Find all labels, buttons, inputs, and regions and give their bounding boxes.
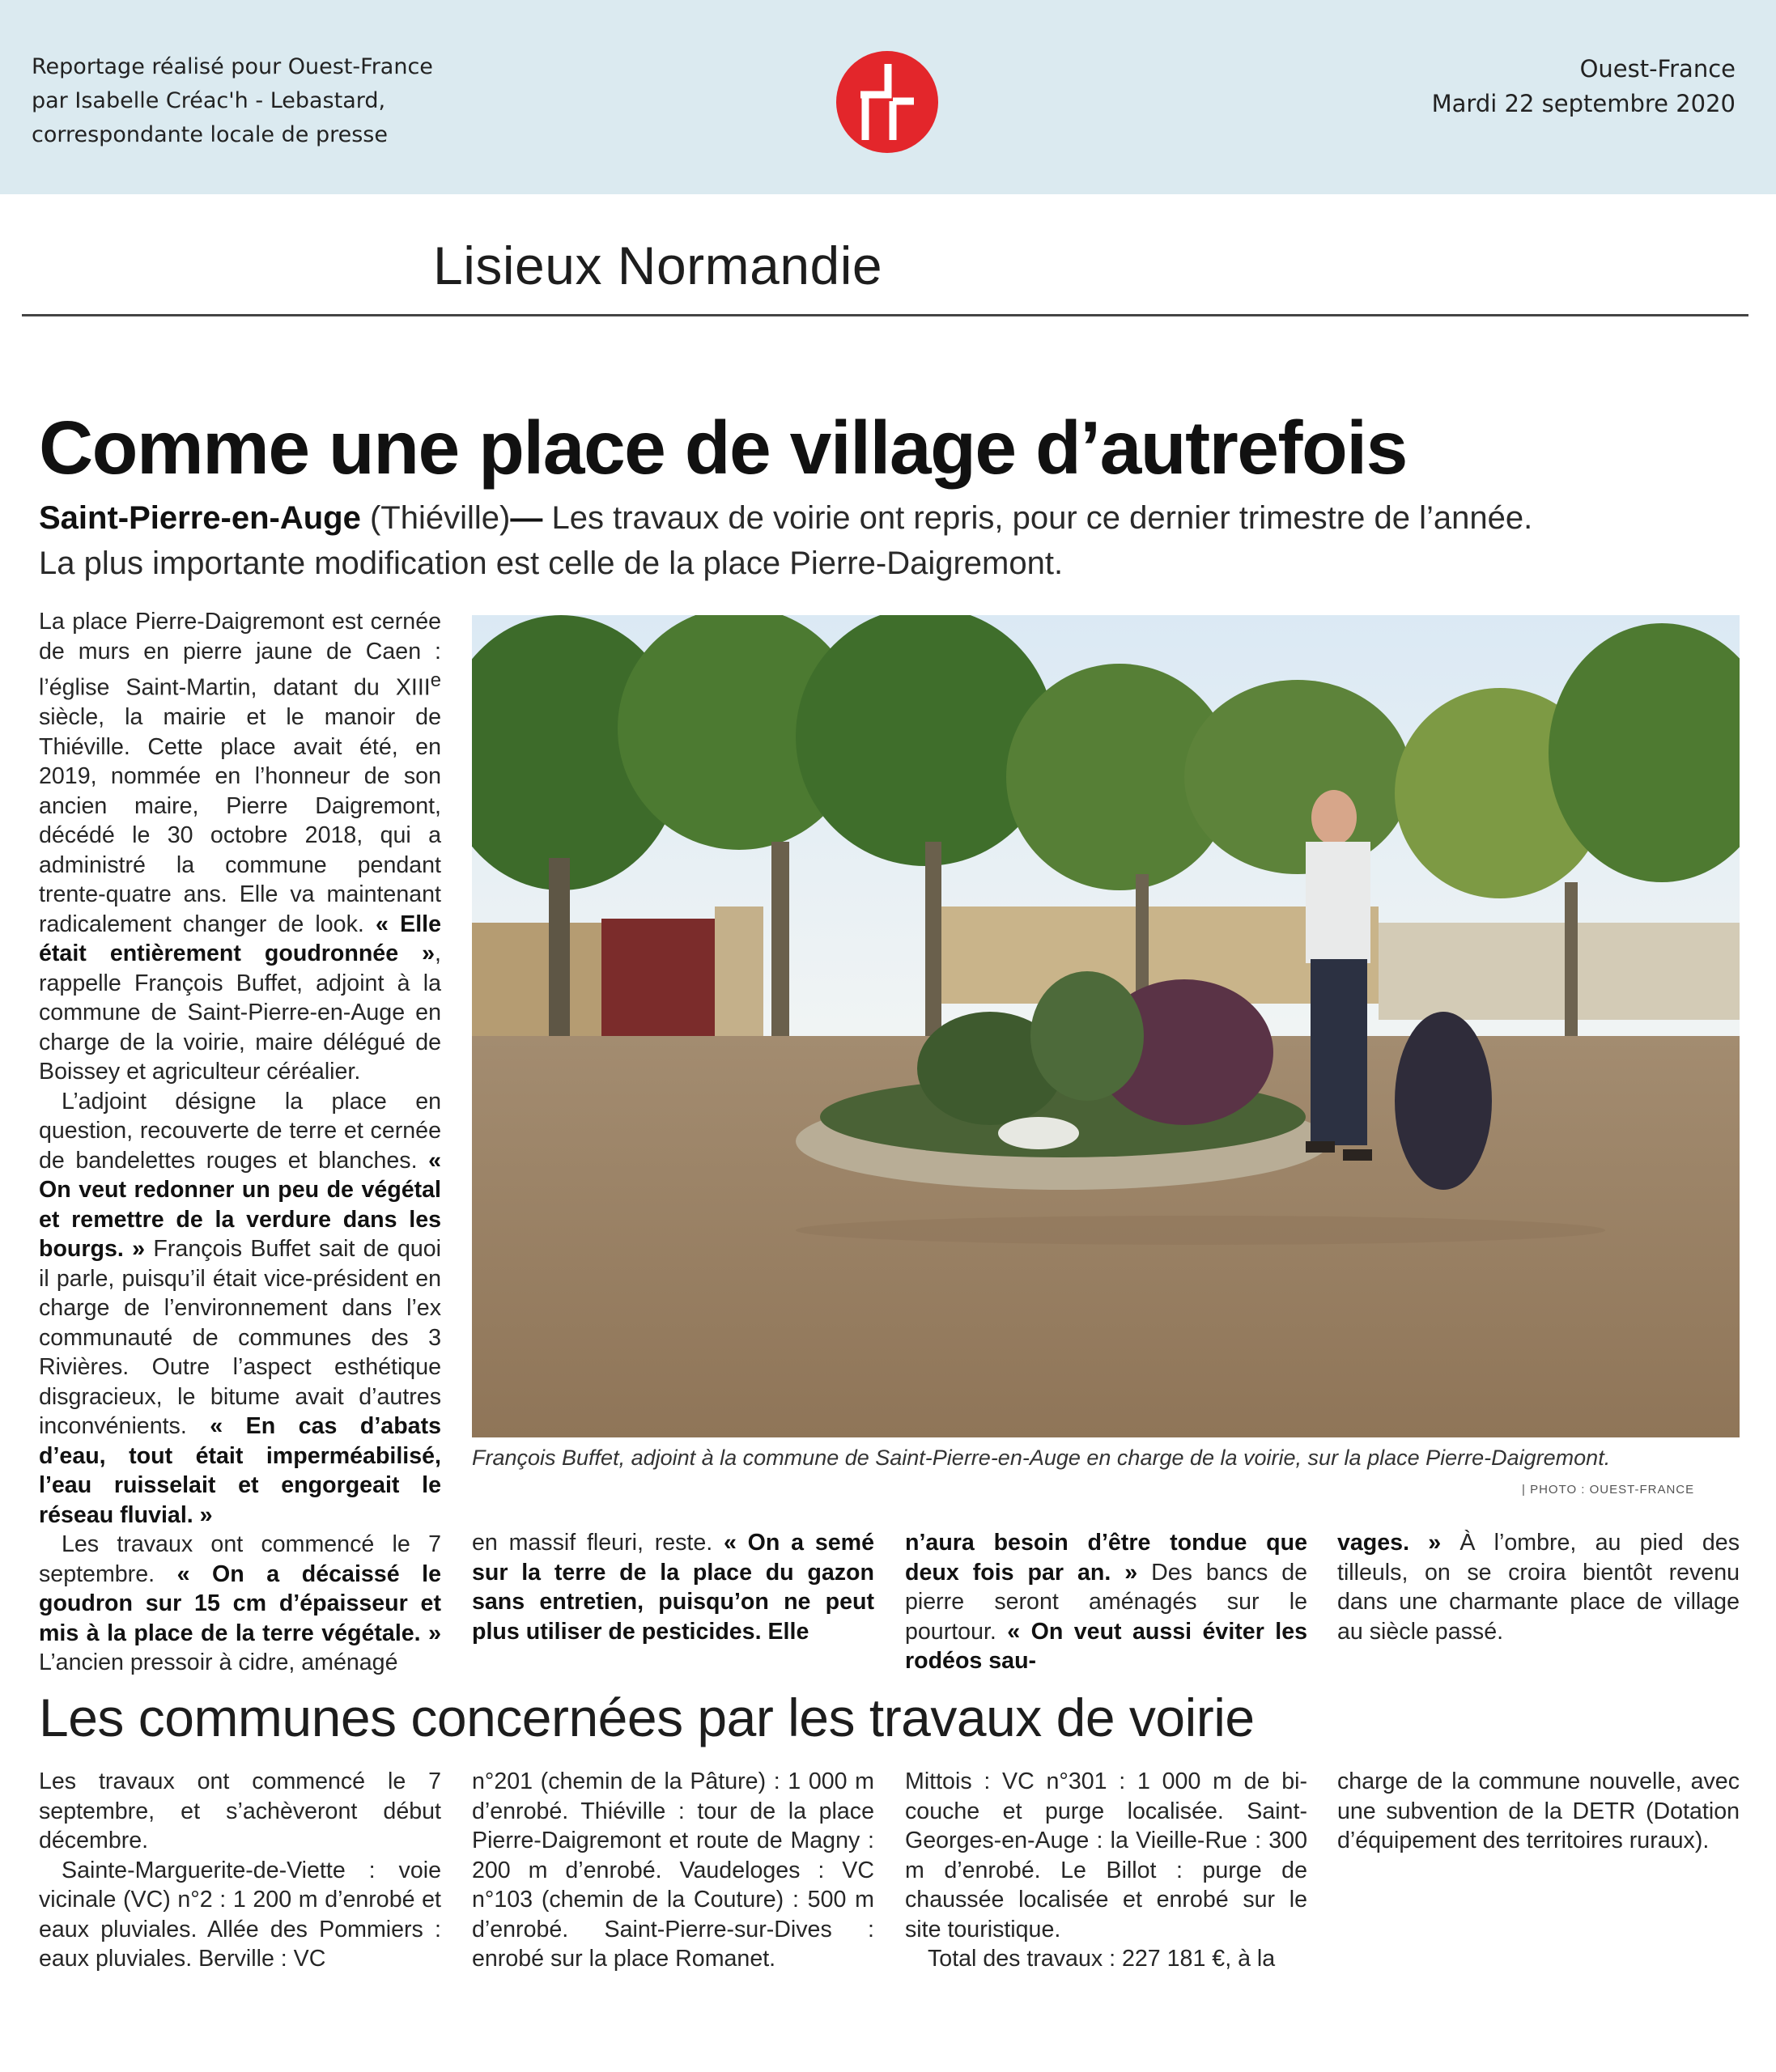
article-column-4 bbox=[1337, 1528, 1740, 1646]
article-column-2 bbox=[472, 1528, 874, 1646]
publication-name: Ouest-France bbox=[1579, 55, 1736, 83]
lede-dash: — bbox=[510, 500, 543, 536]
header-banner bbox=[0, 0, 1776, 194]
reporter-credit bbox=[32, 50, 433, 152]
quote: « En cas d’abats d’eau, tout était imperméabilisé, l’eau ruisselait et engorgeait le réseau fluvial. » bbox=[39, 1413, 442, 1528]
text: en massif fleuri, reste. bbox=[472, 1530, 724, 1556]
quote: « Elle était entièrement goudronnée » bbox=[39, 911, 441, 967]
lede-place: Saint-Pierre-en-Auge bbox=[39, 500, 361, 536]
article-paragraph bbox=[1337, 1528, 1740, 1646]
text: François Buffet sait de quoi il parle, puisqu’il était vice-président en charge de l’environnement dans l’ex communauté de communes des 3 Rivières. Outre l’aspect esthétique disgracieux, le bitume avait d’autres inconvénients. bbox=[39, 1236, 442, 1440]
article-column-1 bbox=[39, 607, 441, 1678]
text: , rappelle François Buffet, adjoint à la commune de Saint-Pierre-en-Auge en charge de la voirie, maire délégué de Boissey et agriculteur céréalier. bbox=[39, 940, 441, 1085]
section-divider bbox=[22, 314, 1748, 316]
box-column-2 bbox=[472, 1767, 874, 1974]
section-title: Lisieux Normandie bbox=[433, 236, 883, 295]
article-paragraph bbox=[39, 1530, 441, 1678]
box-paragraph: Les travaux ont commencé le 7 septembre, et s’achèveront début décembre. bbox=[39, 1768, 441, 1853]
lede-line: La plus importante modification est celle de la place Pierre-Daigremont. bbox=[39, 546, 1064, 581]
ouest-france-logo-icon bbox=[836, 51, 938, 153]
lede-subplace: (Thiéville) bbox=[369, 500, 511, 536]
box-paragraph: Mittois : VC n°301 : 1 000 m de bi-couche et purge localisée. Saint-Georges-en-Auge : la Vieille-Rue : 300 m d’enrobé. Le Billot : purge de chaussée localisée et enrobé sur le site touristique. bbox=[905, 1768, 1307, 1942]
quote: « On a semé sur la terre de la place du gazon sans entretien, puisqu’on ne peut plus utiliser de pesticides. Elle bbox=[472, 1530, 874, 1645]
article-photo bbox=[472, 615, 1740, 1437]
text: L’ancien pressoir à cidre, aménagé bbox=[39, 1650, 398, 1676]
text: e bbox=[430, 669, 441, 691]
box-paragraph: charge de la commune nouvelle, avec une subvention de la DETR (Dotation d’équipement des territoires ruraux). bbox=[1337, 1768, 1740, 1853]
credit-line: correspondante locale de presse bbox=[32, 122, 388, 147]
quote: « On veut redonner un peu de végétal et remettre de la verdure dans les bourgs. » bbox=[39, 1147, 441, 1263]
publication-date: Mardi 22 septembre 2020 bbox=[1431, 90, 1736, 117]
credit-line: par Isabelle Créac'h - Lebastard, bbox=[32, 88, 386, 113]
article-headline: Comme une place de village d’autrefois bbox=[39, 405, 1407, 490]
photo-credit: | PHOTO : OUEST-FRANCE bbox=[1522, 1483, 1695, 1497]
credit-line: Reportage réalisé pour Ouest-France bbox=[32, 54, 433, 79]
quote: « On veut aussi éviter les rodéos sau- bbox=[905, 1618, 1307, 1674]
box-paragraph: n°201 (chemin de la Pâture) : 1 000 m d’enrobé. Thiéville : tour de la place Pierre-Daigremont et route de Magny : 200 m d’enrobé. Vaudeloges : VC n°103 (chemin de la Couture) : 500 m d’enrobé. Saint-Pierre-sur-Dives : enrobé sur la place Romanet. bbox=[472, 1768, 874, 1972]
quote: vages. » bbox=[1337, 1530, 1442, 1556]
article-lede bbox=[39, 495, 1755, 586]
photo-caption: François Buffet, adjoint à la commune de Saint-Pierre-en-Auge en charge de la voirie, sur la place Pierre-Daigremont. bbox=[472, 1446, 1611, 1470]
article-paragraph bbox=[905, 1528, 1307, 1676]
quote: « On a décaissé le goudron sur 15 cm d’épaisseur et mis à la place de la terre végétale. » bbox=[39, 1560, 441, 1646]
box-paragraph: Total des travaux : 227 181 €, à la bbox=[928, 1946, 1276, 1972]
text: À l’ombre, au pied des tilleuls, on se croira bientôt revenu dans une charmante place de village au siècle passé. bbox=[1337, 1530, 1740, 1645]
article-paragraph bbox=[39, 607, 441, 1087]
box-column-3 bbox=[905, 1767, 1307, 1974]
box-paragraph: Sainte-Marguerite-de-Viette : voie vicinale (VC) n°2 : 1 200 m d’enrobé et eaux pluviales. Allée des Pommiers : eaux pluviales. Berville : VC bbox=[39, 1857, 441, 1972]
article-paragraph bbox=[472, 1528, 874, 1646]
box-column-4 bbox=[1337, 1767, 1740, 1856]
text: Les travaux ont commencé le 7 septembre. bbox=[39, 1531, 441, 1587]
box-headline: Les communes concernées par les travaux de voirie bbox=[39, 1688, 1255, 1747]
text: siècle, la mairie et le manoir de Thiéville. Cette place avait été, en 2019, nommée en l’honneur de son ancien maire, Pierre Daigremont, décédé le 30 octobre 2018, qui a administré la commune pendant trente-quatre ans. Elle va maintenant radicalement changer de look. bbox=[39, 704, 441, 937]
text: Des bancs de pierre seront aménagés sur le pourtour. bbox=[905, 1559, 1308, 1645]
article-column-3 bbox=[905, 1528, 1307, 1676]
box-column-1 bbox=[39, 1767, 441, 1974]
article-paragraph bbox=[39, 1087, 441, 1531]
text: L’adjoint désigne la place en question, recouverte de terre et cernée de bandelettes rouges et blanches. bbox=[39, 1088, 441, 1174]
publication-info bbox=[1432, 52, 1736, 121]
quote: n’aura besoin d’être tondue que deux fois par an. » bbox=[905, 1530, 1307, 1586]
text: La place Pierre-Daigremont est cernée de murs en pierre jaune de Caen : l’église Saint-Martin, datant du XIII bbox=[39, 609, 441, 701]
lede-line: Les travaux de voirie ont repris, pour ce dernier trimestre de l’année. bbox=[551, 500, 1533, 536]
